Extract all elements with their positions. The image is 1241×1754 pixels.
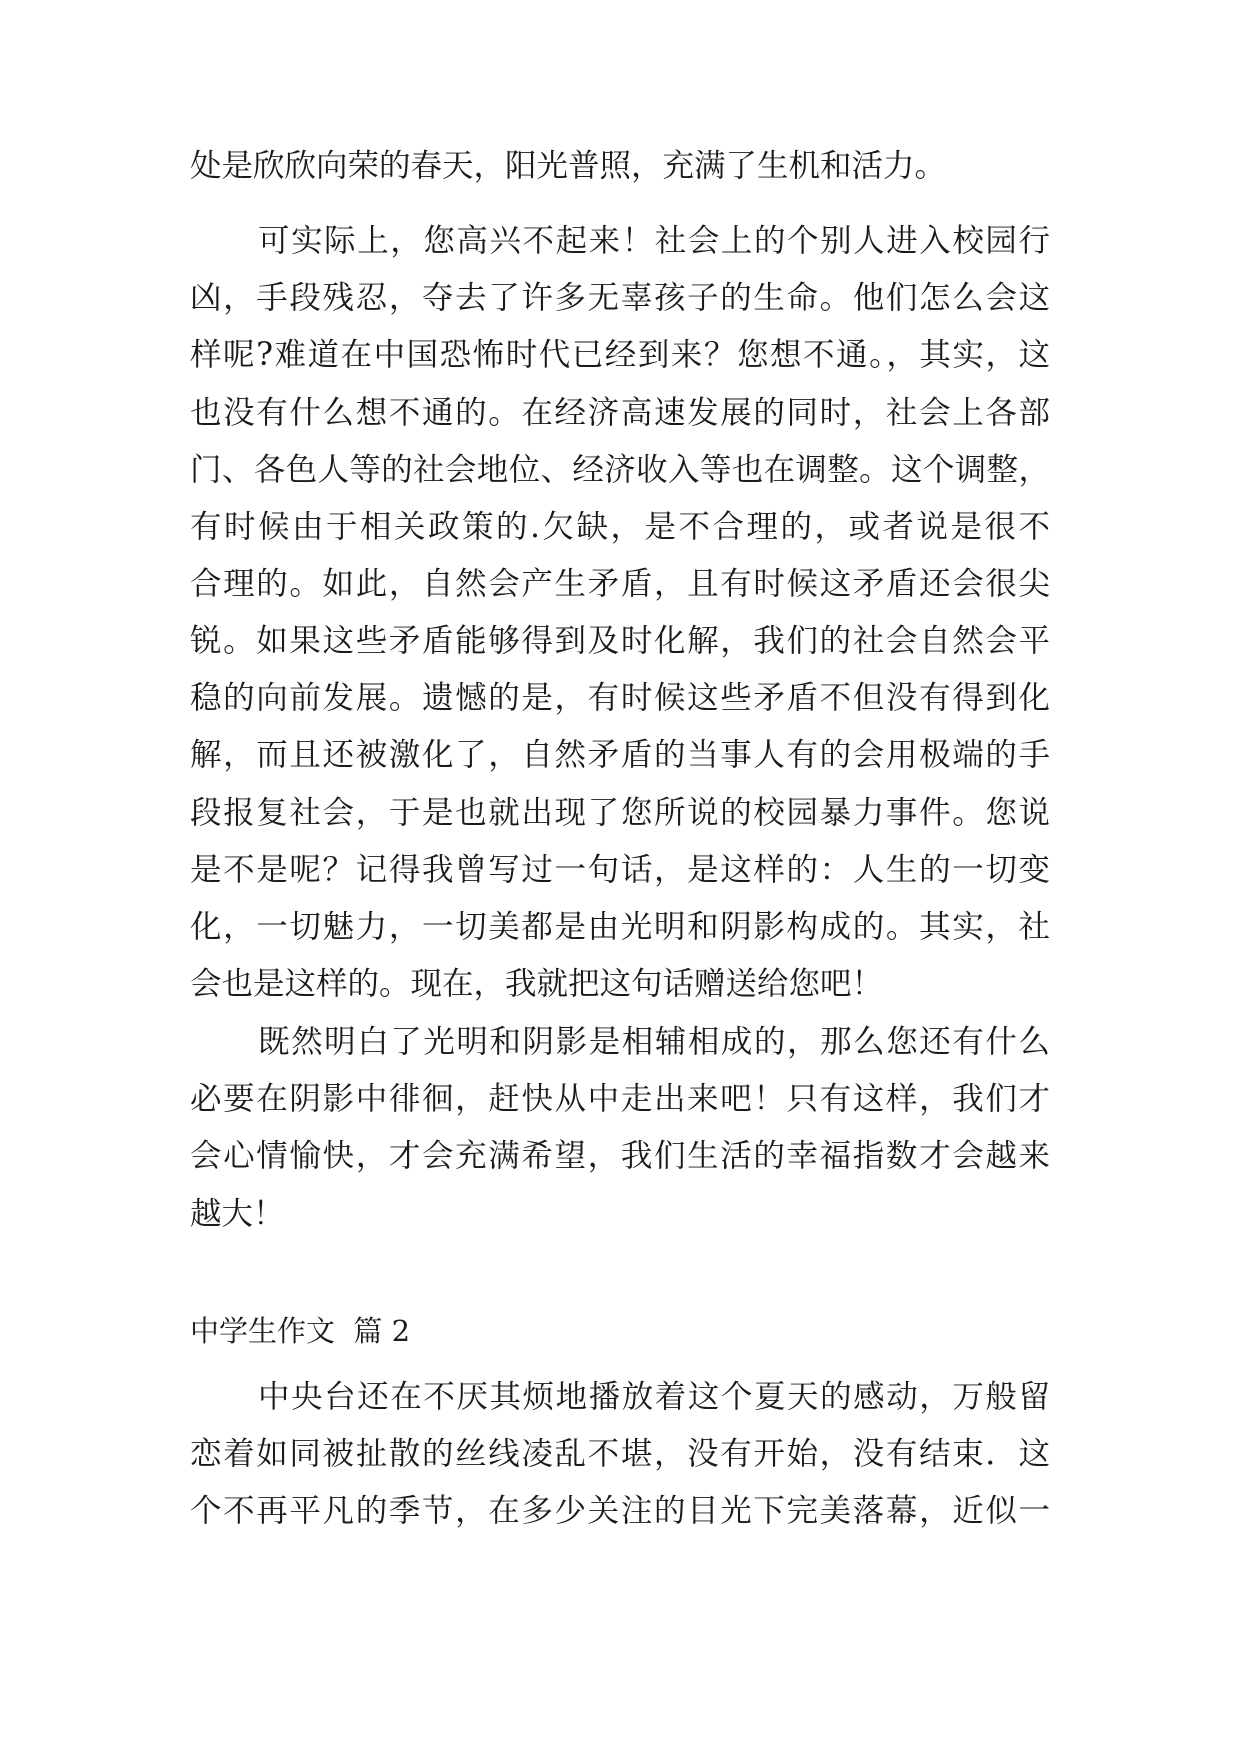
text-line: 处是欣欣向荣的春天，阳光普照，充满了生机和活力。 bbox=[190, 148, 947, 184]
text-line: 凶，手段残忍，夺去了许多无辜孩子的生命。他们怎么会这 bbox=[190, 280, 1050, 316]
text-line: 可实际上，您高兴不起来！社会上的个别人进入校园行 bbox=[258, 223, 1050, 259]
text-line: 会心情愉快，才会充满希望，我们生活的幸福指数才会越来 bbox=[190, 1138, 1050, 1174]
text-line: 恋着如同被扯散的丝线凌乱不堪，没有开始，没有结束．这 bbox=[190, 1436, 1050, 1472]
text-line: 会也是这样的。现在，我就把这句话赠送给您吧！ bbox=[190, 966, 884, 1002]
text-line: 样呢?难道在中国恐怖时代已经到来？您想不通。，其实，这 bbox=[190, 337, 1050, 373]
section-heading: 中学生作文 篇 2 bbox=[190, 1314, 411, 1348]
text-line: 锐。如果这些矛盾能够得到及时化解，我们的社会自然会平 bbox=[190, 623, 1050, 659]
text-line: 也没有什么想不通的。在经济高速发展的同时，社会上各部 bbox=[190, 395, 1050, 431]
text-line: 稳的向前发展。遗憾的是，有时候这些矛盾不但没有得到化 bbox=[190, 680, 1050, 716]
text-line: 必要在阴影中徘徊，赶快从中走出来吧！只有这样，我们才 bbox=[190, 1081, 1050, 1117]
text-line: 解，而且还被激化了，自然矛盾的当事人有的会用极端的手 bbox=[190, 737, 1050, 773]
text-line: 越大！ bbox=[190, 1196, 285, 1232]
text-line: 是不是呢？记得我曾写过一句话，是这样的：人生的一切变 bbox=[190, 852, 1050, 888]
text-line: 合理的。如此，自然会产生矛盾，且有时候这矛盾还会很尖 bbox=[190, 566, 1050, 602]
text-line: 段报复社会，于是也就出现了您所说的校园暴力事件。您说 bbox=[190, 795, 1050, 831]
text-line: 个不再平凡的季节，在多少关注的目光下完美落幕，近似一 bbox=[190, 1493, 1050, 1529]
text-line: 门、各色人等的社会地位、经济收入等也在调整。这个调整， bbox=[190, 452, 1050, 488]
text-line: 中央台还在不厌其烦地播放着这个夏天的感动，万般留 bbox=[258, 1379, 1050, 1415]
text-line: 化，一切魅力，一切美都是由光明和阴影构成的。其实，社 bbox=[190, 909, 1050, 945]
text-line: 有时候由于相关政策的.欠缺，是不合理的，或者说是很不 bbox=[190, 509, 1050, 545]
text-line: 既然明白了光明和阴影是相辅相成的，那么您还有什么 bbox=[258, 1024, 1050, 1060]
